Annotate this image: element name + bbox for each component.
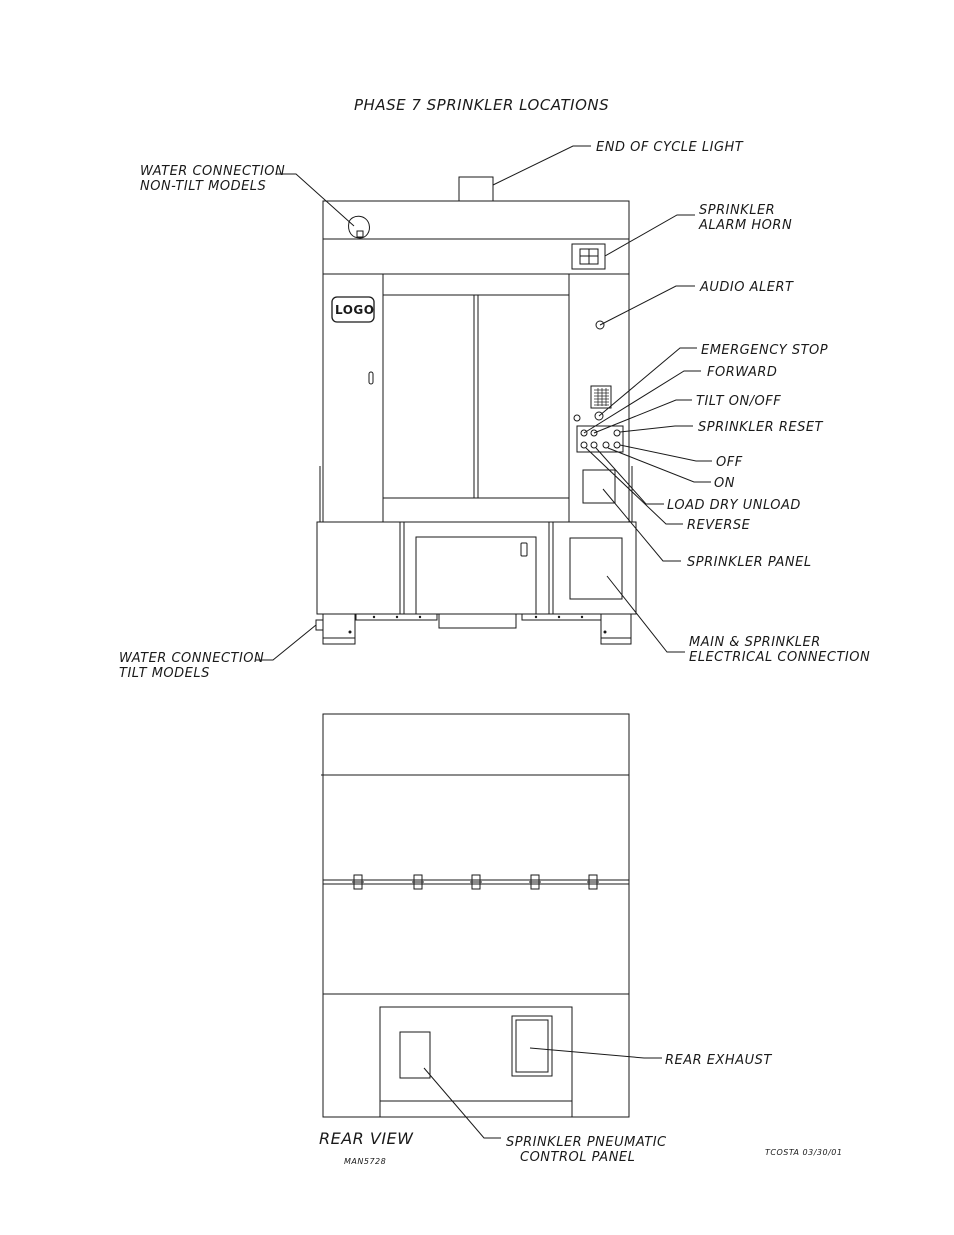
label-tilt-models: TILT MODELS [119,666,210,681]
tilt-water-fitting [316,620,323,630]
label-on: ON [714,476,735,491]
rear-outline [323,714,629,1117]
end-of-cycle-light-box [459,177,493,201]
rear-exhaust-inner [516,1020,548,1072]
label-end-of-cycle-light: END OF CYCLE LIGHT [596,140,744,155]
reverse-button [581,442,587,448]
label-load-dry-unload: LOAD DRY UNLOAD [667,498,801,513]
front-view [316,177,636,644]
label-emergency-stop: EMERGENCY STOP [701,343,829,358]
label-sprinkler-panel: SPRINKLER PANEL [687,555,812,570]
rear-exhaust-outer [512,1016,552,1076]
main-electrical-panel [570,538,622,599]
label-forward: FORWARD [707,365,778,380]
sprinkler-reset-button [614,430,620,436]
drawing-title: PHASE 7 SPRINKLER LOCATIONS [354,96,610,114]
label-alarm-horn: ALARM HORN [699,218,793,233]
rear-view [321,714,629,1117]
label-sprinkler-horn: SPRINKLER [699,203,776,218]
rear-labels [319,1053,842,1166]
load-dry-unload-button [591,442,597,448]
label-rear-exhaust: REAR EXHAUST [665,1053,772,1068]
author-date: TCOSTA 03/30/01 [765,1148,843,1157]
right-foot [601,614,631,644]
label-control-panel: CONTROL PANEL [520,1150,636,1165]
label-audio-alert: AUDIO ALERT [700,280,794,295]
label-sprinkler-reset: SPRINKLER RESET [698,420,823,435]
rear-leader-lines [424,1048,662,1138]
machine-top-header [323,201,629,239]
base-center-panel [416,537,536,614]
label-rear-view: REAR VIEW [319,1129,414,1148]
on-button [603,442,609,448]
front-leader-lines [256,146,712,660]
label-non-tilt-models: NON-TILT MODELS [140,179,267,194]
off-button [614,442,620,448]
label-water-connection-non-tilt: WATER CONNECTION [140,164,286,179]
front-labels [119,140,870,681]
left-foot [323,614,355,644]
logo-text: LOGO [335,303,375,317]
label-off: OFF [716,455,743,470]
water-connection-knob [349,216,370,238]
label-main-sprinkler: MAIN & SPRINKLER [689,635,821,650]
rear-clamps [352,875,599,889]
machine-base [317,522,636,614]
pneumatic-control-panel [400,1032,430,1078]
door-handle [369,372,373,384]
label-tilt-on-off: TILT ON/OFF [696,394,782,409]
drawing-number: MAN5728 [344,1157,387,1166]
label-reverse: REVERSE [687,518,751,533]
label-electrical-connection: ELECTRICAL CONNECTION [689,650,871,665]
label-sprinkler-pneumatic: SPRINKLER PNEUMATIC [506,1135,667,1150]
label-water-connection-tilt: WATER CONNECTION [119,651,265,666]
